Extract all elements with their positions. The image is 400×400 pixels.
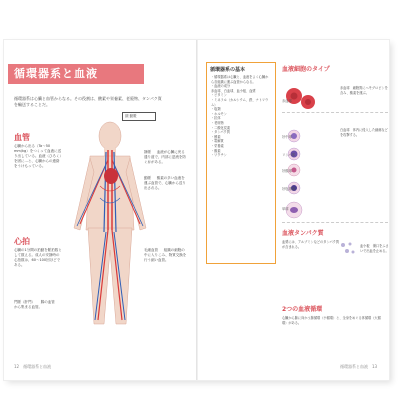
heartbeat-text: 心臓の1分間の拍動を脈拍数として数える。成人の安静時の心拍数は、60～100回ほどである。	[14, 248, 62, 267]
platelet-icon	[338, 240, 358, 258]
label-portal: 門脈（肝門） 腸の血管から集まる血管。	[14, 300, 55, 309]
heartbeat-heading: 心拍	[14, 237, 30, 246]
proteins-heading: 血液タンパク質	[282, 230, 324, 237]
circulation-text: 心臓から肺に向かう肺循環（小循環）と、全身をめぐる体循環（大循環）がある。	[282, 316, 381, 325]
heart-heading: 血管	[14, 133, 30, 142]
knowledge-box-text: ・循環器系は心臓と、血液をよく心臓から各組織に運ぶ血管からなる。 ・血液の成分 赤血球、白血球、血小板、血漿 ・ビタミン ・ミネラル（カルシウム、鉄、ナトリウム） ・塩類 ・ホルモン ・抗体 ・老廃物 ・二酸化炭素 ・タンパク質 ・酵素 ・電解質 ・栄養素 ・酸素 ・ワクチン	[211, 75, 269, 158]
knowledge-box-title: 循環器系の基本	[210, 67, 246, 73]
heart-text: 心臓から出る（Ta～50 mm/kg）をつくって血液に送り出している。血液（ひろく）を固に…と、心臓からの連絡をうけもっている。	[14, 144, 62, 168]
cell-label-neutrophil: 好中球	[282, 135, 292, 139]
circulation-heading: 2つの血液循環	[282, 306, 323, 313]
knowledge-box	[206, 62, 276, 264]
intro-text: 循環器系は心臓と血管からなる。その役割は、酸素や栄養素、老廃物、タンパク質を輸送することだ。	[14, 96, 162, 107]
cells-divider-2	[282, 222, 388, 223]
cell-label-basophil: 好塩基球	[282, 187, 296, 191]
cell-label-eosinophil: 好酸球	[282, 169, 292, 173]
cell-label-rbc: 赤血球	[282, 99, 292, 103]
cell-label-monocyte: 単球	[282, 207, 289, 211]
desc-platelet: 血小板 傷口をふさいで出血を止める。	[360, 244, 389, 253]
cells-heading: 血液細胞のタイプ	[282, 66, 330, 73]
footer-right: 循環器系と血液 13	[340, 364, 378, 369]
label-artery: 動脈 酸素の多い血液を運ぶ血管で、心臓から送り出される。	[144, 176, 186, 190]
neck-artery-tag: 頸 動脈	[122, 112, 156, 121]
footer-left: 12 循環器系と血液	[14, 364, 52, 369]
desc-rbc: 赤血球 細胞質にヘモグロビンを含み、酸素を運ぶ。	[340, 86, 388, 95]
cell-label-lymphocyte: リンパ球	[282, 153, 295, 157]
label-capillary: 毛細血管 組織の細胞の中に入りこみ、物質交換を行う細い血管。	[144, 248, 187, 262]
book-gutter	[196, 40, 198, 380]
desc-wbc: 白血球 体内に侵入した細菌などを攻撃する。	[340, 128, 388, 137]
label-vein: 静脈 血液が心臓に戻る通り道で、内部に逆流を防ぐ弁がある。	[144, 150, 186, 164]
page-title: 循環器系と血液	[8, 64, 144, 84]
blood-cells-svg	[276, 74, 386, 224]
cells-divider-1	[282, 112, 388, 113]
proteins-text: 血漿には、アルブミンなどのタンパク質が含まれる。	[282, 240, 340, 249]
